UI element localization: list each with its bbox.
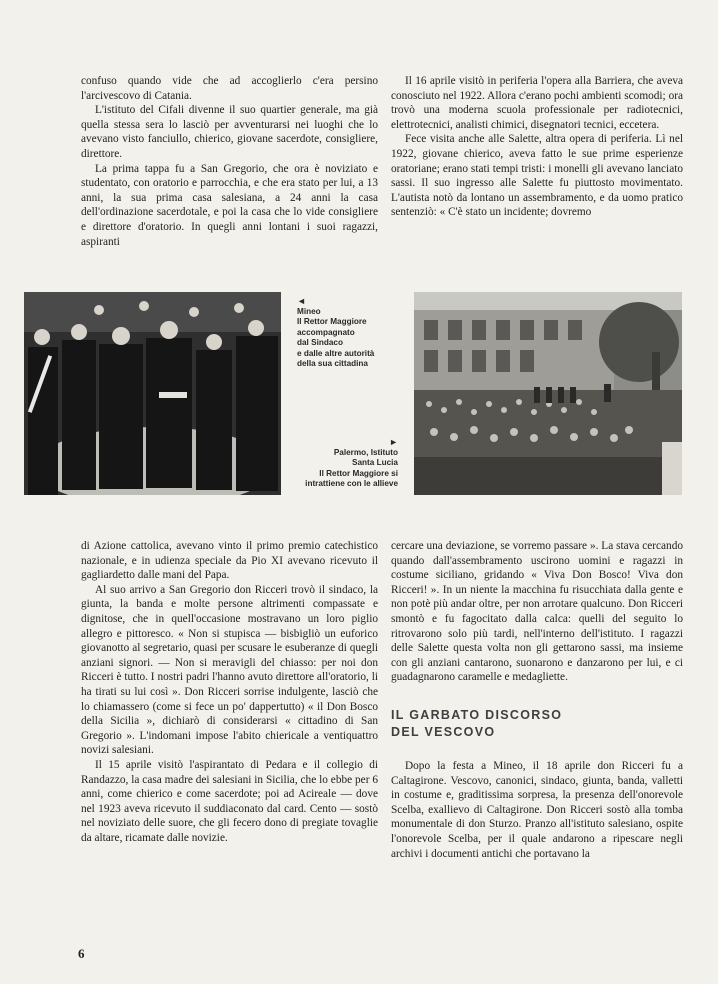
section-heading-line: IL GARBATO DISCORSO xyxy=(391,707,563,722)
paragraph: Fece visita anche alle Salette, altra opera di periferia. Lì nel 1922, giovane chierico, aveva fatto le sue prime esperienze oratoriane; erano stati tempi tristi: i monelli gli avevano lanciato sassi. Il suo ingresso alle Salette fu piuttosto movimentato. L'autista notò da lontano un assembramento, e da uomo pratico sentenziò: « C'è stato un incidente; dovremo xyxy=(391,133,683,219)
paragraph: cercare una deviazione, se vorremo passare ». La stava cercando quando dall'assembramento uscirono uomini e ragazzi in costume siciliano, gridando « Viva Don Bosco! Viva don Ricceri! ». In un niente la macchina fu risucchiata dalla gente e non potè più andar oltre, per non arrotare qualcuno. Don Ricceri smontò e fu fagocitato dalla calca: quelli del seguito lo ritrovarono solo più tardi, nell'interno dell'istituto. I ragazzi delle Salette questa volta non gli gettarono sassi, ma insieme con gli anziani cantarono, suonarono e danzarono per lui, e ci guadagnarono caramelle e medagliette. xyxy=(391,540,683,684)
caption-line: Il Rettor Maggiore si xyxy=(319,468,398,478)
page-number: 6 xyxy=(78,946,85,961)
caption-line: Santa Lucia xyxy=(352,458,398,468)
paragraph: Il 16 aprile visitò in periferia l'opera alla Barriera, che aveva conosciuto nel 1922. Allora c'erano pochi ambienti scomodi; ora trovò una moderna scuola professionale per radiotecnici, elettrotecnici, analisti chimici, disegnatori tecnici, eccetera. xyxy=(391,75,683,131)
paragraph: L'istituto del Cifali divenne il suo quartier generale, ma già quella stessa sera lo lasciò per avventurarsi nei luoghi che lo avevano visto fanciullo, chierico, giovane sacerdote, consigliere, direttore. xyxy=(81,104,378,160)
caption-line: Palermo, Istituto xyxy=(333,448,398,457)
caption-line: Il Rettor Maggiore xyxy=(297,317,367,327)
top-left-column xyxy=(81,74,378,249)
paragraph: di Azione cattolica, avevano vinto il primo premio catechistico nazionale, e in udienza speciale da Pio XI avevano ricevuto il gagliardetto dalle mani del Papa. xyxy=(81,540,378,582)
caption-line: della sua cittadina xyxy=(297,359,368,369)
mineo-procession-photo xyxy=(24,292,281,495)
paragraph: Al suo arrivo a San Gregorio don Ricceri trovò il sindaco, la giunta, la banda e molte persone altrimenti compassate e dignitose, che in quell'occasione mostravano un loro piglio allegro e pittoresco. « Non si stupisca — bisbigliò un euforico giovanotto al segretario, quasi per scusare le esuberanze di quegli anziani signori. — Non si meravigli del chiasso: per noi don Ricceri è tutto. I nostri padri l'hanno avuto direttore all'oratorio, li ha tirati su lui così ». Don Ricceri sorrise indulgente, lasciò che lo chiamassero (come si fece un po' dappertutto) « il Don Bosco della Sicilia », dichiarò di considerarsi « cittadino di San Gregorio ». L'indomani impose l'abito chiericale a ventiquattro novizi salesiani. xyxy=(81,583,378,757)
paragraph: confuso quando vide che ad accoglierlo c'era persino l'arcivescovo di Catania. xyxy=(81,75,378,102)
caption-line: Mineo xyxy=(297,307,321,316)
caption-arrow-right: ► xyxy=(389,437,398,447)
paragraph: La prima tappa fu a San Gregorio, che ora è noviziato e studentato, con oratorio e parrocchia, e che era stato per lui, a 13 anni, la sua prima casa salesiana, a 24 anni la casa dell'ordinazione sacerdotale, e poi la casa che lo vide consigliere e direttore d'oratorio. In quegli anni lontani i suoi ragazzi, aspiranti xyxy=(81,162,378,248)
top-right-column xyxy=(391,74,683,220)
procession-photo-illustration xyxy=(24,292,281,495)
caption-line: e dalle altre autorità xyxy=(297,348,375,358)
caption-line: intrattiene con le allieve xyxy=(305,479,398,489)
palermo-photo-caption xyxy=(300,437,398,490)
paragraph: Dopo la festa a Mineo, il 18 aprile don Ricceri fu a Caltagirone. Vescovo, canonici, sindaco, giunta, banda, valletti in costume e, graditissima sorpresa, la presenza dell'onorevole Scelba, exallievo di Caltagirone. Don Ricceri sostò alla tomba monumentale di don Sturzo. Pranzo all'istituto salesiano, ospite l'onorevole Scelba, per il quale andarono a ripescare negli archivi i documenti antichi che portavano la xyxy=(391,759,683,860)
courtyard-photo-illustration xyxy=(414,292,682,495)
bottom-left-column xyxy=(81,539,378,845)
caption-line: accompagnato xyxy=(297,327,355,337)
palermo-courtyard-photo xyxy=(414,292,682,495)
section-heading-line: DEL VESCOVO xyxy=(391,724,496,739)
mineo-photo-caption xyxy=(297,296,397,369)
section-heading xyxy=(391,707,683,741)
caption-arrow-left: ◄ xyxy=(297,296,306,306)
paragraph: Il 15 aprile visitò l'aspirantato di Pedara e il collegio di Randazzo, la casa madre dei salesiani in Sicilia, che lo ebbe per 6 anni, come chierico e come sacerdote; poi ad Acireale — dove nel 1923 aveva ricevuto il suddiaconato dal card. Cento — sostò nel noviziato delle suore, che gli fecero dono di pregiate tovaglie da altare, ricamate dalle novizie. xyxy=(81,758,378,844)
caption-line: dal Sindaco xyxy=(297,338,343,348)
bottom-right-column xyxy=(391,539,683,861)
